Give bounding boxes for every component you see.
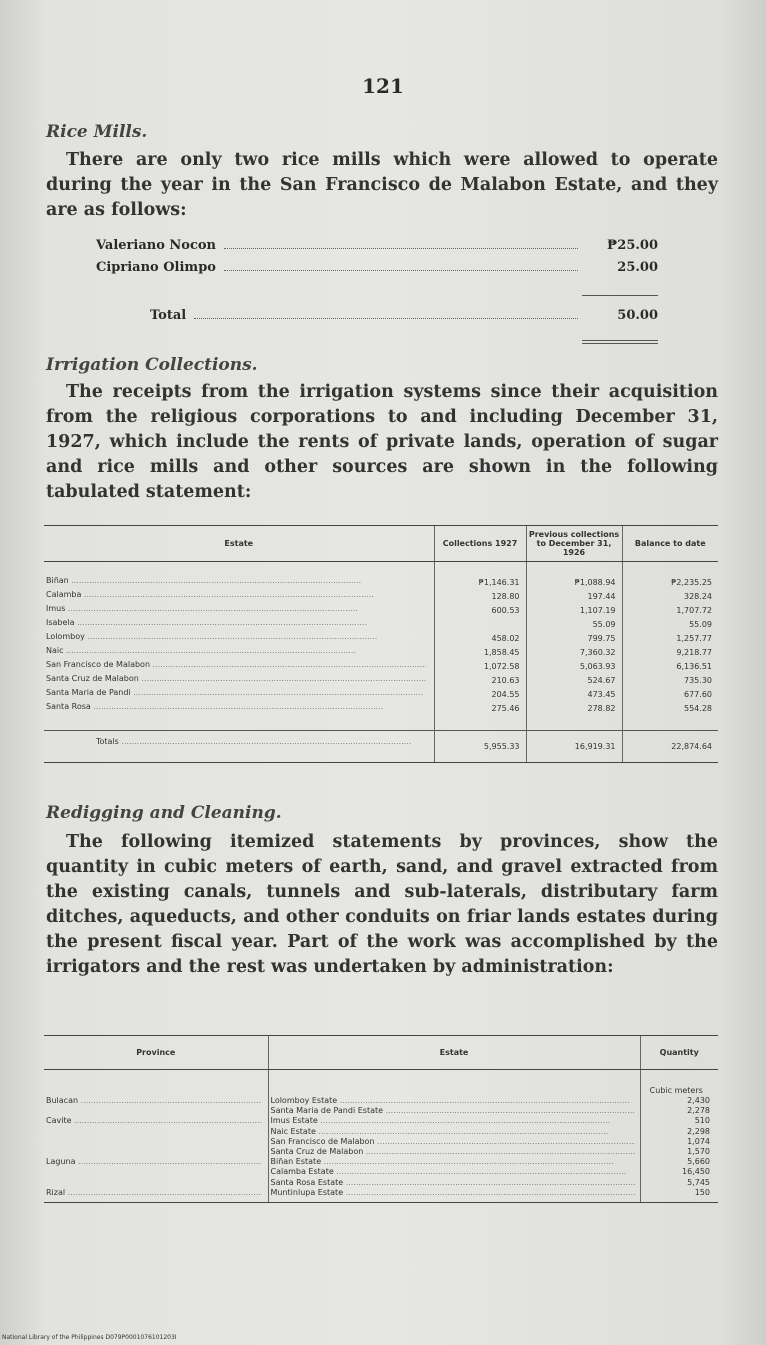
table-row [44, 688, 718, 702]
estate-name: Biñan Estate ..... [271, 1157, 635, 1167]
previous-collections: 799.75 [526, 632, 622, 646]
collections-1927: 1,072.58 [434, 660, 526, 674]
redigging-text: The following itemized statements by provinces, show the quantity in cubic meters of earth, sand, and gravel extracted from the existing canals, tunnels and sub-laterals, distributary farm ditches, aqueducts, and other conduits on friar lands estates during the present fiscal year. Part of the work was accomplished by the irrigators and the rest was undertaken by administration: [46, 832, 718, 977]
previous-collections: 55.09 [526, 618, 622, 632]
balance-to-date: 677.60 [622, 688, 718, 702]
table-row [44, 1178, 718, 1188]
estate-name: Calamba Estate ..... [271, 1167, 635, 1177]
double-rule-top [582, 340, 658, 341]
collections-1927: 128.80 [434, 590, 526, 604]
quantity: 1,570 [640, 1147, 718, 1157]
collections-1927: 458.02 [434, 632, 526, 646]
estate-name: Naic ..... [46, 646, 426, 657]
scan-footer: National Library of the Philippines D079P0001076101203I [2, 1334, 177, 1341]
previous-collections: 473.45 [526, 688, 622, 702]
sum-rule [582, 295, 658, 296]
previous-collections: 5,063.93 [526, 660, 622, 674]
totals-label: Totals ..... [46, 731, 426, 753]
previous-collections: 524.67 [526, 674, 622, 688]
previous-collections: 197.44 [526, 590, 622, 604]
quantity: 5,660 [640, 1157, 718, 1167]
balance-to-date: 1,257.77 [622, 632, 718, 646]
balance-to-date: ₱2,235.25 [622, 576, 718, 590]
mill-name: Valeriano Nocon [96, 238, 216, 253]
mill-total-amount: 50.00 [617, 308, 658, 323]
estate-name: Imus ..... [46, 604, 426, 615]
previous-collections: 278.82 [526, 702, 622, 716]
irrigation-text: The receipts from the irrigation systems since their acquisition from the religious corporations to and including December 31, 1927, which include the rents of private lands, operation of sugar and rice mills and other sources are shown in the following tabulated statement: [46, 382, 718, 502]
collections-1927: 210.63 [434, 674, 526, 688]
estate-name: Santa Rosa Estate ..... [271, 1178, 635, 1188]
estate-name: Santa Cruz de Malabon ..... [271, 1147, 635, 1157]
header-estate: Estate [268, 1036, 640, 1070]
table-row [44, 604, 718, 618]
estate-name: Santa Maria de Pandi Estate ..... [271, 1106, 635, 1116]
estate-name: Muntinlupa Estate ..... [271, 1188, 635, 1198]
table-row [44, 1188, 718, 1203]
mill-total-label: Total [150, 308, 187, 323]
unit-label: Cubic meters [640, 1070, 718, 1097]
estate-name: Lolomboy ..... [46, 632, 426, 643]
estate-name: Santa Cruz de Malabon ..... [46, 674, 426, 685]
mill-amount: 25.00 [617, 260, 658, 275]
page-number: 121 [362, 74, 404, 98]
quantity: 2,430 [640, 1096, 718, 1106]
table-row [44, 618, 718, 632]
table-row [44, 1096, 718, 1106]
estate-name: Santa Maria de Pandi ..... [46, 688, 426, 699]
table-row [44, 660, 718, 674]
province-name: Rizal ..... [46, 1188, 262, 1198]
collections-1927: 1,858.45 [434, 646, 526, 660]
mill-amount: ₱25.00 [607, 238, 658, 253]
balance-to-date: 6,136.51 [622, 660, 718, 674]
quantity: 510 [640, 1116, 718, 1126]
estate-name: Naic Estate ..... [271, 1127, 635, 1137]
quantity: 1,074 [640, 1137, 718, 1147]
mill-total-row [150, 308, 658, 323]
balance-to-date: 55.09 [622, 618, 718, 632]
rice-mills-heading: Rice Mills. [46, 122, 148, 142]
table-row [44, 1127, 718, 1137]
table-row [44, 1106, 718, 1116]
table-row [44, 1157, 718, 1167]
province-name: Cavite ..... [46, 1116, 262, 1126]
header-balance: Balance to date [622, 526, 718, 562]
header-collections-1927: Collections 1927 [434, 526, 526, 562]
table-row [44, 1137, 718, 1147]
table-row [44, 576, 718, 590]
header-previous-collections: Previous collections to December 31, 1926 [526, 526, 622, 562]
table-row [44, 1167, 718, 1177]
quantity: 2,278 [640, 1106, 718, 1116]
estate-name: Lolomboy Estate ..... [271, 1096, 635, 1106]
mill-row [96, 238, 658, 253]
table-row [44, 702, 718, 716]
balance-to-date: 328.24 [622, 590, 718, 604]
estate-name: Isabela ..... [46, 618, 426, 629]
previous-collections: 7,360.32 [526, 646, 622, 660]
table-row [44, 632, 718, 646]
quantity: 150 [640, 1188, 718, 1203]
previous-collections: ₱1,088.94 [526, 576, 622, 590]
collections-1927: ₱1,146.31 [434, 576, 526, 590]
double-rule-bottom [582, 343, 658, 344]
balance-to-date: 1,707.72 [622, 604, 718, 618]
estate-name: San Francisco de Malabon ..... [271, 1137, 635, 1147]
totals-balance: 22,874.64 [622, 731, 718, 763]
mill-name: Cipriano Olimpo [96, 260, 216, 275]
totals-collections-1927: 5,955.33 [434, 731, 526, 763]
estate-name: Santa Rosa ..... [46, 702, 426, 713]
totals-previous: 16,919.31 [526, 731, 622, 763]
table-row [44, 590, 718, 604]
mill-row [96, 260, 658, 275]
table-row [44, 646, 718, 660]
balance-to-date: 554.28 [622, 702, 718, 716]
quantity: 16,450 [640, 1167, 718, 1177]
estate-name: Biñan ..... [46, 576, 426, 587]
balance-to-date: 735.30 [622, 674, 718, 688]
province-name: Bulacan ..... [46, 1096, 262, 1106]
province-name: Laguna ..... [46, 1157, 262, 1167]
quantity: 2,298 [640, 1127, 718, 1137]
estate-name: Imus Estate ..... [271, 1116, 635, 1126]
estate-name: San Francisco de Malabon ..... [46, 660, 426, 671]
irrigation-table [44, 525, 718, 763]
balance-to-date: 9,218.77 [622, 646, 718, 660]
rice-mills-text: There are only two rice mills which were allowed to operate during the year in the San Francisco de Malabon Estate, and they are as follows: [46, 150, 718, 220]
header-estate: Estate [44, 526, 434, 562]
collections-1927: 204.55 [434, 688, 526, 702]
collections-1927: 275.46 [434, 702, 526, 716]
collections-1927 [434, 618, 526, 632]
header-quantity: Quantity [640, 1036, 718, 1070]
quantity: 5,745 [640, 1178, 718, 1188]
totals-row [44, 731, 718, 763]
previous-collections: 1,107.19 [526, 604, 622, 618]
estate-name: Calamba ..... [46, 590, 426, 601]
irrigation-heading: Irrigation Collections. [46, 355, 258, 375]
table-row [44, 674, 718, 688]
redigging-heading: Redigging and Cleaning. [46, 803, 282, 823]
table-row [44, 1116, 718, 1126]
table-row [44, 1147, 718, 1157]
redigging-table [44, 1035, 718, 1203]
collections-1927: 600.53 [434, 604, 526, 618]
header-province: Province [44, 1036, 268, 1070]
